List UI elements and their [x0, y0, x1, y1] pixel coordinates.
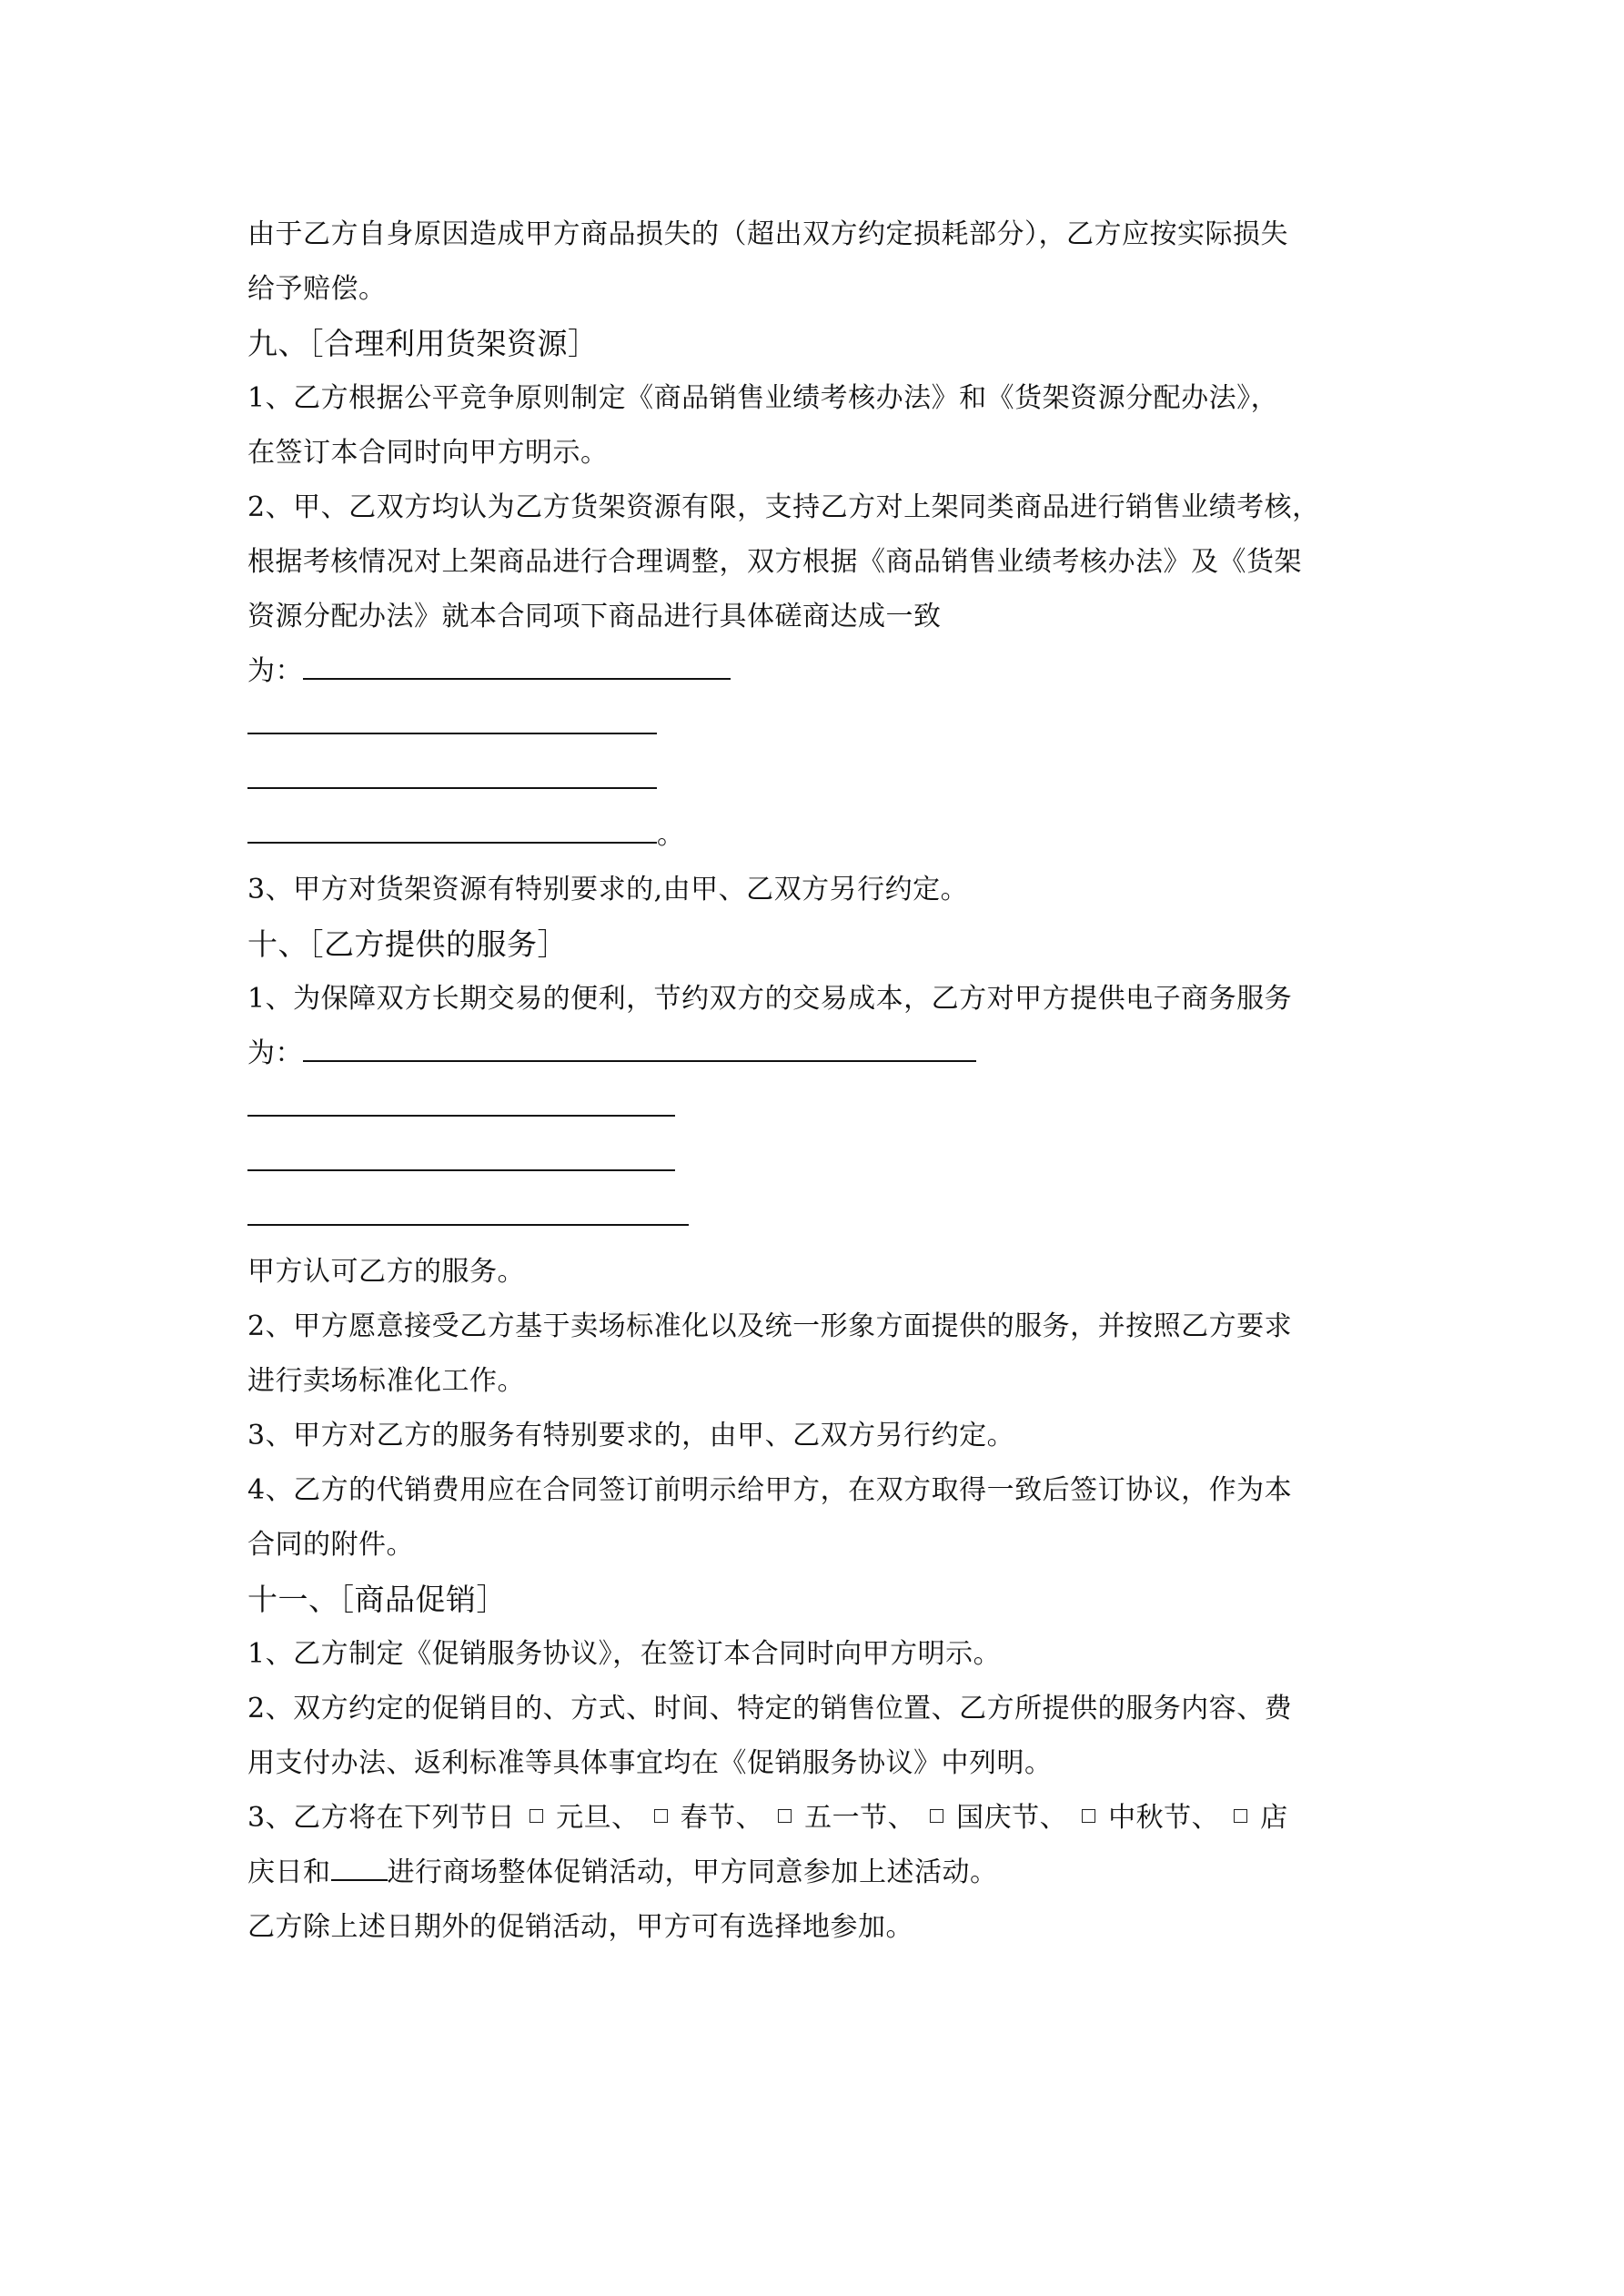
- text-line: 2、双方约定的促销目的、方式、时间、特定的销售位置、乙方所提供的服务内容、费: [247, 1693, 1293, 1725]
- text-line: 乙方除上述日期外的促销活动，甲方可有选择地参加。: [247, 1911, 913, 1943]
- blank-field[interactable]: [247, 811, 657, 844]
- holiday-label: 店: [1260, 1802, 1288, 1834]
- document-body: [247, 207, 1385, 1955]
- text-line: 2、甲、乙双方均认为乙方货架资源有限，支持乙方对上架同类商品进行销售业绩考核，: [247, 491, 1320, 523]
- holiday-label: 中秋节、: [1108, 1802, 1220, 1834]
- checkbox-spring-festival[interactable]: [654, 1809, 668, 1823]
- fill-in-prefix: 为：: [247, 655, 303, 687]
- fill-in-line: [247, 1190, 1385, 1245]
- text-line: 1、乙方制定《促销服务协议》，在签订本合同时向甲方明示。: [247, 1638, 1002, 1670]
- blank-field[interactable]: [247, 756, 657, 789]
- blank-field[interactable]: [247, 1084, 675, 1117]
- fill-in-line: [247, 1027, 1385, 1081]
- checkbox-labor-day[interactable]: [778, 1809, 792, 1823]
- checkbox-national-day[interactable]: [930, 1809, 943, 1823]
- fill-in-end: 。: [657, 819, 685, 851]
- text-line: 进行卖场标准化工作。: [247, 1365, 525, 1397]
- holiday-label: 春节、: [680, 1802, 764, 1834]
- fill-in-line: [247, 644, 1385, 699]
- text-line: 合同的附件。: [247, 1529, 414, 1561]
- fill-in-line: [247, 1136, 1385, 1190]
- text-line: 2、甲方愿意接受乙方基于卖场标准化以及统一形象方面提供的服务，并按照乙方要求: [247, 1310, 1293, 1342]
- holiday-label: 元旦、: [556, 1802, 640, 1834]
- checkbox-store-anniversary[interactable]: [1234, 1809, 1247, 1823]
- holiday-prefix: 3、乙方将在下列节日: [247, 1802, 516, 1834]
- text-line: 用支付办法、返利标准等具体事宜均在《促销服务协议》中列明。: [247, 1747, 1053, 1779]
- blank-field[interactable]: [303, 647, 731, 680]
- section-heading-11: 十一、［商品促销］: [247, 1582, 507, 1617]
- blank-field[interactable]: [331, 1848, 388, 1881]
- fill-in-line: [247, 1846, 1385, 1900]
- fill-in-prefix: 为：: [247, 1037, 303, 1069]
- blank-field[interactable]: [303, 1029, 976, 1062]
- text-line: 1、为保障双方长期交易的便利，节约双方的交易成本，乙方对甲方提供电子商务服务: [247, 983, 1293, 1015]
- text-line: 3、甲方对货架资源有特别要求的,由甲、乙双方另行约定。: [247, 874, 969, 905]
- text-line: 3、甲方对乙方的服务有特别要求的，由甲、乙双方另行约定。: [247, 1420, 1015, 1451]
- text-line: 4、乙方的代销费用应在合同签订前明示给甲方，在双方取得一致后签订协议，作为本: [247, 1474, 1293, 1506]
- text-line: 给予赔偿。: [247, 273, 387, 305]
- text-line: 由于乙方自身原因造成甲方商品损失的（超出双方约定损耗部分），乙方应按实际损失: [247, 218, 1288, 250]
- text-line: 根据考核情况对上架商品进行合理调整，双方根据《商品销售业绩考核办法》及《货架: [247, 546, 1302, 578]
- text-line: 在签订本合同时向甲方明示。: [247, 437, 609, 469]
- text-line: 资源分配办法》就本合同项下商品进行具体磋商达成一致: [247, 601, 942, 632]
- fill-in-prefix: 庆日和: [247, 1856, 331, 1888]
- blank-field[interactable]: [247, 1138, 675, 1171]
- checkbox-new-year[interactable]: [530, 1809, 543, 1823]
- fill-in-line: [247, 699, 1385, 754]
- fill-in-line: [247, 754, 1385, 808]
- fill-in-line: [247, 1081, 1385, 1136]
- fill-in-line: [247, 808, 1385, 863]
- fill-in-suffix: 进行商场整体促销活动，甲方同意参加上述活动。: [387, 1856, 998, 1888]
- section-heading-9: 九、［合理利用货架资源］: [247, 326, 599, 361]
- checkbox-mid-autumn[interactable]: [1082, 1809, 1095, 1823]
- holiday-label: 五一节、: [804, 1802, 916, 1834]
- holiday-options-line: [247, 1791, 1385, 1846]
- blank-field[interactable]: [247, 702, 657, 734]
- section-heading-10: 十、［乙方提供的服务］: [247, 926, 568, 962]
- text-line: 甲方认可乙方的服务。: [247, 1256, 525, 1288]
- text-line: 1、乙方根据公平竞争原则制定《商品销售业绩考核办法》和《货架资源分配办法》，: [247, 382, 1279, 414]
- blank-field[interactable]: [247, 1193, 689, 1226]
- holiday-label: 国庆节、: [956, 1802, 1068, 1834]
